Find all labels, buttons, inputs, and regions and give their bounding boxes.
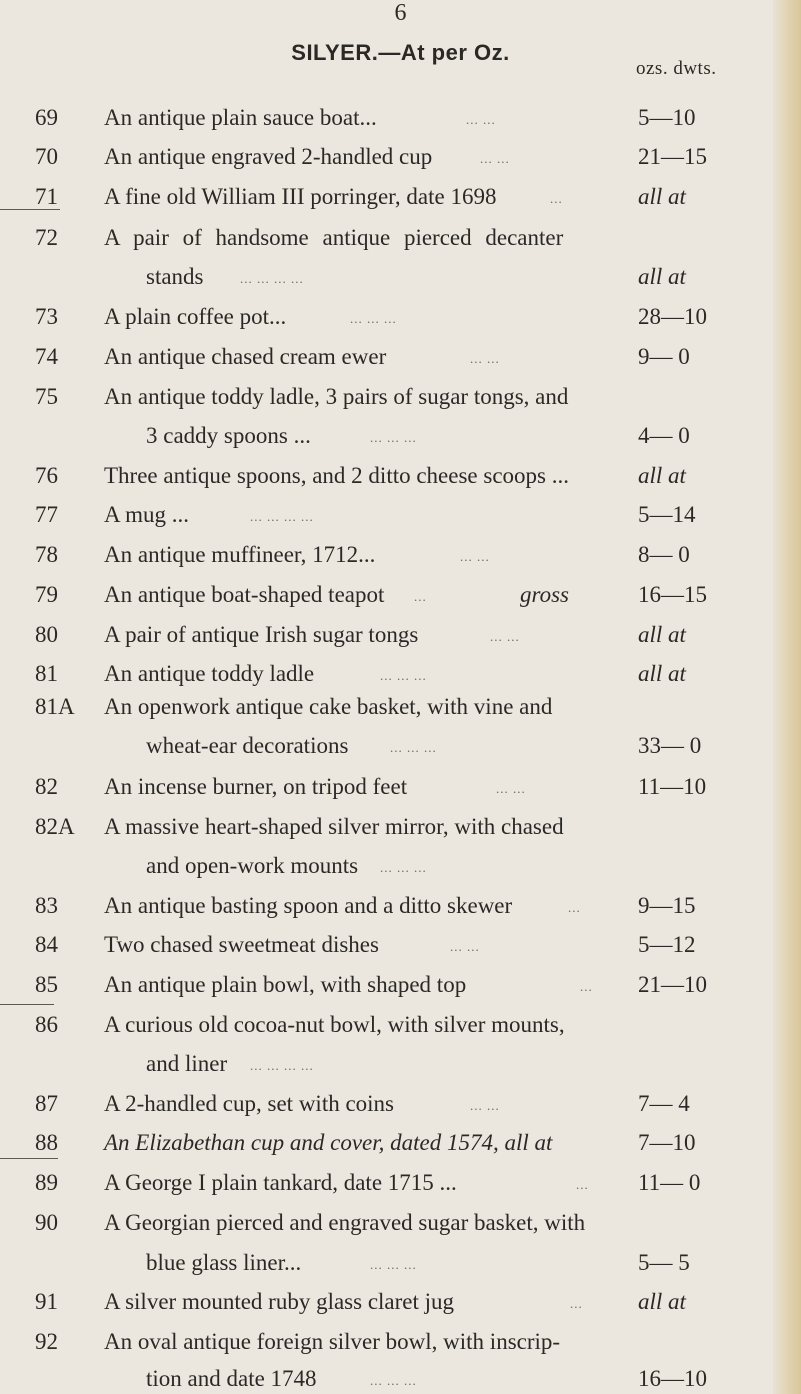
page-number: 6 (394, 0, 407, 26)
leader-dots: ... ... ... (350, 311, 397, 326)
lot-description: A 2-handled cup, set with coins (104, 1091, 395, 1116)
lot-description: An antique plain bowl, with shaped top (104, 972, 467, 997)
lot-weight: 9—15 (638, 893, 696, 918)
lot-weight: 21—10 (638, 972, 707, 997)
lot-description: A plain coffee pot... (104, 304, 287, 329)
lot-weight: 4— 0 (638, 423, 690, 448)
lot-description: tion and date 1748 (146, 1366, 317, 1391)
leader-dots: ... (568, 900, 581, 915)
lot-description: An incense burner, on tripod feet (104, 774, 408, 799)
lot-weight: all at (638, 661, 686, 686)
leader-dots: ... ... (450, 939, 480, 954)
lot-number: 78 (35, 542, 58, 567)
lot-number: 77 (35, 502, 58, 527)
lot-description: An antique basting spoon and a ditto skewer (104, 893, 513, 918)
leader-dots: ... ... (490, 629, 520, 644)
lot-number: 70 (35, 144, 58, 169)
gross-note: gross (520, 582, 569, 607)
lot-number: 71 (35, 184, 58, 209)
lot-number: 69 (35, 105, 58, 130)
lot-weight: 21—15 (638, 144, 707, 169)
lot-weight: 11—10 (638, 774, 707, 799)
lot-description: An Elizabethan cup and cover, dated 1574, all at (104, 1130, 553, 1155)
leader-dots: ... (570, 1296, 583, 1311)
lot-description: An antique toddy ladle (104, 661, 315, 686)
section-heading: SILYER.—At per Oz. (291, 40, 510, 65)
leader-dots: ... (550, 191, 563, 206)
lot-weight: 16—15 (638, 582, 707, 607)
lot-number: 79 (35, 582, 58, 607)
lot-weight: 9— 0 (638, 344, 690, 369)
lot-weight: 8— 0 (638, 542, 690, 567)
page-edge (773, 0, 801, 1394)
lot-description: An antique plain sauce boat... (104, 105, 377, 130)
lot-description: A massive heart-shaped silver mirror, with chased (104, 814, 564, 839)
lot-description: Two chased sweetmeat dishes (104, 932, 379, 957)
lot-description: A George I plain tankard, date 1715 ... (104, 1170, 457, 1195)
leader-dots: ... (580, 979, 593, 994)
lot-number: 74 (35, 344, 58, 369)
leader-dots: ... ... (470, 1098, 500, 1113)
lot-description: An antique toddy ladle, 3 pairs of sugar tongs, and (104, 384, 569, 409)
lot-number: 72 (35, 225, 58, 250)
lot-number: 83 (35, 893, 58, 918)
lot-description: blue glass liner... (146, 1250, 302, 1275)
lot-number: 73 (35, 304, 58, 329)
leader-dots: ... ... ... ... (240, 271, 304, 286)
lot-description: and open-work mounts (146, 853, 359, 878)
lot-number: 84 (35, 932, 58, 957)
leader-dots: ... ... ... (390, 740, 437, 755)
lot-description: and liner (146, 1051, 228, 1076)
leader-dots: ... (576, 1177, 589, 1192)
lot-weight: all at (638, 264, 686, 289)
leader-dots: ... ... ... (380, 860, 427, 875)
leader-dots: ... ... (480, 151, 510, 166)
leader-dots: ... ... ... (370, 1257, 417, 1272)
lot-number: 88 (35, 1130, 58, 1155)
lot-description: A curious old cocoa-nut bowl, with silver mounts, (104, 1012, 565, 1037)
lot-number: 86 (35, 1012, 58, 1037)
lot-number: 85 (35, 972, 58, 997)
lot-description: A pair of handsome antique pierced decanter (104, 225, 564, 250)
lot-weight: 33— 0 (638, 733, 702, 758)
leader-dots: ... ... (460, 549, 490, 564)
lot-number: 82A (35, 814, 75, 839)
lot-description: An antique chased cream ewer (104, 344, 387, 369)
lot-weight: all at (638, 184, 686, 209)
lot-weight: 7—10 (638, 1130, 696, 1155)
leader-dots: ... ... ... ... (250, 509, 314, 524)
lot-weight: 7— 4 (638, 1091, 690, 1116)
lot-weight: 16—10 (638, 1366, 707, 1391)
lot-description: An oval antique foreign silver bowl, with inscrip- (104, 1329, 561, 1354)
leader-dots: ... ... (470, 351, 500, 366)
margin-tick-92 (0, 1158, 58, 1159)
leader-dots: ... ... (466, 112, 496, 127)
lot-description: 3 caddy spoons ... (146, 423, 311, 448)
lot-number: 91 (35, 1289, 58, 1314)
leader-dots: ... ... (496, 781, 526, 796)
lot-weight: all at (638, 1289, 686, 1314)
lot-description: A fine old William III porringer, date 1698 (104, 184, 497, 209)
lot-weight: 5—14 (638, 502, 696, 527)
lot-weight: all at (638, 622, 686, 647)
lot-number: 81A (35, 694, 75, 719)
lot-description: Three antique spoons, and 2 ditto cheese scoops ... (104, 463, 569, 488)
lot-number: 90 (35, 1210, 58, 1235)
lot-number: 82 (35, 774, 58, 799)
lot-description: A mug ... (104, 502, 189, 527)
leader-dots: ... (414, 589, 427, 604)
lot-weight: 5—10 (638, 105, 696, 130)
lot-description: stands (146, 264, 204, 289)
leader-dots: ... ... ... (370, 1373, 417, 1388)
lot-description: An antique boat-shaped teapot (104, 582, 385, 607)
lot-description: An antique engraved 2-handled cup (104, 144, 433, 169)
lot-weight: 28—10 (638, 304, 707, 329)
lot-number: 89 (35, 1170, 58, 1195)
lot-description: An antique muffineer, 1712... (104, 542, 376, 567)
lot-number: 92 (35, 1329, 58, 1354)
leader-dots: ... ... ... (370, 430, 417, 445)
leader-dots: ... ... ... ... (250, 1058, 314, 1073)
lot-weight: 5—12 (638, 932, 696, 957)
lot-weight: all at (638, 463, 686, 488)
lot-number: 80 (35, 622, 58, 647)
lot-number: 75 (35, 384, 58, 409)
lot-description: A silver mounted ruby glass claret jug (104, 1289, 455, 1314)
lot-weight: 11— 0 (638, 1170, 701, 1195)
column-header-weight: ozs. dwts. (636, 58, 717, 79)
lot-description: An openwork antique cake basket, with vine and (104, 694, 553, 719)
lot-number: 81 (35, 661, 58, 686)
lot-weight: 5— 5 (638, 1250, 690, 1275)
lot-description: A Georgian pierced and engraved sugar basket, with (104, 1210, 586, 1235)
lot-number: 76 (35, 463, 58, 488)
lot-number: 87 (35, 1091, 58, 1116)
leader-dots: ... ... ... (380, 668, 427, 683)
lot-description: A pair of antique Irish sugar tongs (104, 622, 419, 647)
lot-description: wheat-ear decorations (146, 733, 349, 758)
margin-tick-88 (0, 1004, 54, 1005)
